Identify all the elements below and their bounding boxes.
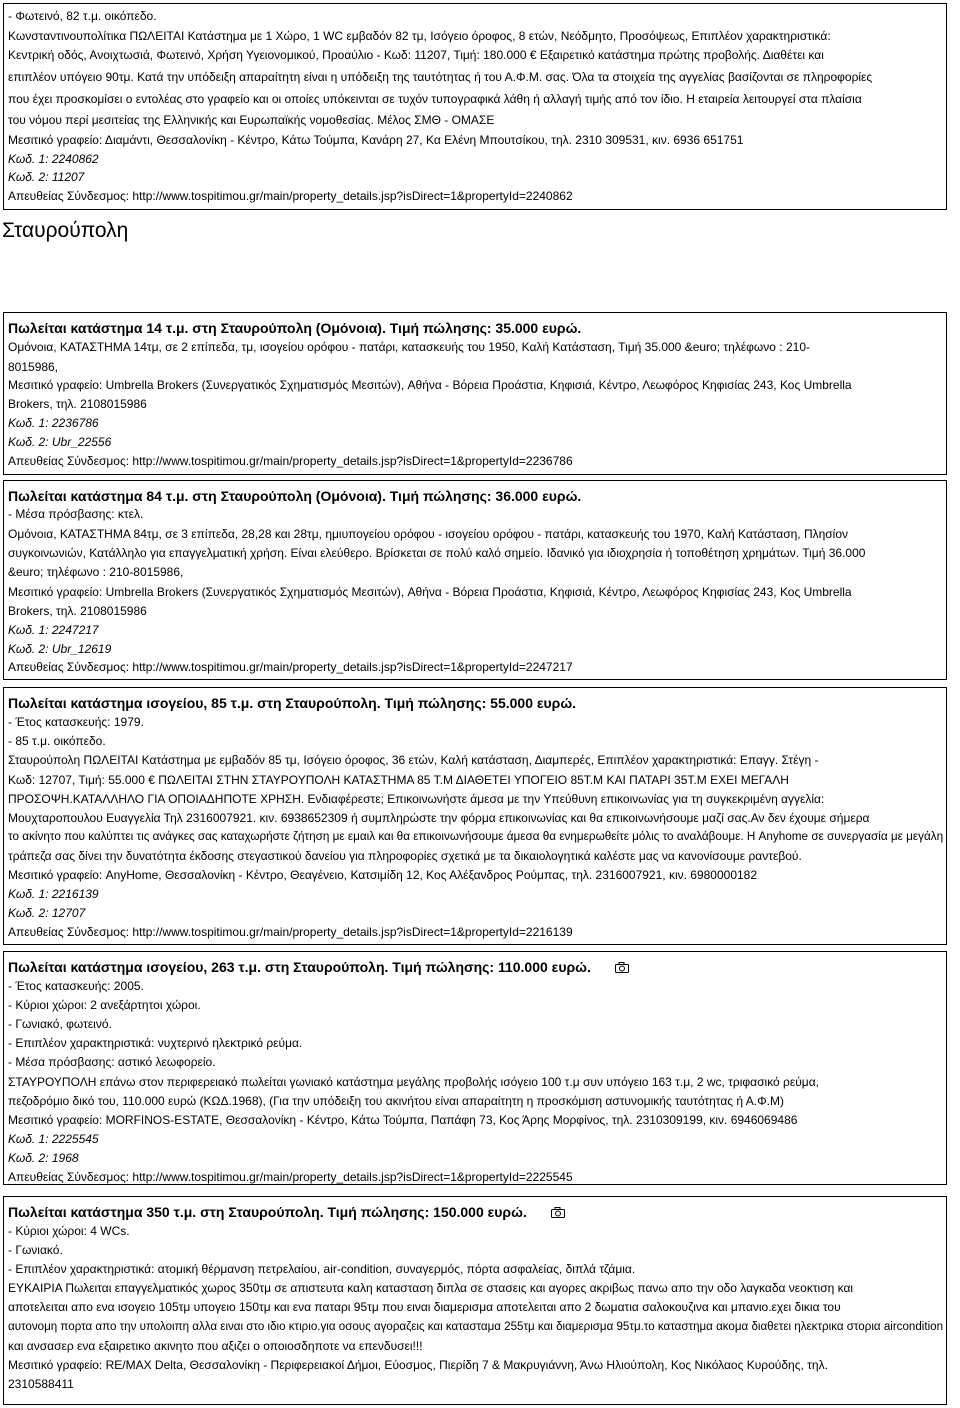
listing-line: του νόμου περί μεσιτείας της Ελληνικής και Ευρωπαϊκής νομοθεσίας. Μέλος ΣΜΘ - ΟΜΑΣΕ xyxy=(8,113,495,127)
listing-line: - Φωτεινό, 82 τ.μ. οικόπεδο. xyxy=(8,9,157,23)
listing-line: Brokers, τηλ. 2108015986 xyxy=(8,397,147,411)
listing-line: Μεσιτικό γραφείο: Umbrella Brokers (Συνεργατικός Σχηματισμός Μεσιτών), Αθήνα - Βόρεια Προάστια, Κηφισιά, Κέντρο, Λεωφόρος Κηφισίας 243, Κος Umbrella xyxy=(8,585,852,599)
listing-line: το ακίνητο που καλύπτει τις ανάγκες σας καταχωρήστε ζήτηση με εμαιλ και θα επικοινωνήσουμε άμεσα θα ενημερωθείτε μόλις το αναλάβουμε. Η Anyhome σε συνεργασία με μεγάλη xyxy=(8,830,944,843)
listing-line: - Έτος κατασκευής: 2005. xyxy=(8,979,144,993)
listing-line: Brokers, τηλ. 2108015986 xyxy=(8,604,147,618)
code-2: Κωδ. 2: 12707 xyxy=(8,906,86,920)
listing-line: Ομόνοια, ΚΑΤΑΣΤΗΜΑ 14τμ, σε 2 επίπεδα, τμ, ισογείου ορόφου - πατάρι, κατασκευής του 1950, Καλή Κατάσταση, Τιμή 35.000 &euro; τηλέφωνο : 210- xyxy=(8,340,810,354)
direct-link[interactable]: Απευθείας Σύνδεσμος: http://www.tospitimou.gr/main/property_details.jsp?isDirect=1&propertyId=2240862 xyxy=(8,189,573,203)
code-2: Κωδ. 2: Ubr_12619 xyxy=(8,642,112,656)
direct-link[interactable]: Απευθείας Σύνδεσμος: http://www.tospitimou.gr/main/property_details.jsp?isDirect=1&propertyId=2225545 xyxy=(8,1170,573,1184)
code-1: Κωδ. 1: 2247217 xyxy=(8,623,99,637)
listing-line: αυτονομη πορτα απο την υπολοιπη αλλα ειναι στο ιδιο κτιριο.για οσους αγοραζεις και κατασταμα 255τμ και διαμερισμα 95τμ.το καταστημα ακομα διαθετει ηλεκτρικα στορια aircondition xyxy=(8,1321,944,1333)
direct-link[interactable]: Απευθείας Σύνδεσμος: http://www.tospitimou.gr/main/property_details.jsp?isDirect=1&propertyId=2216139 xyxy=(8,925,573,939)
listing-line: - Κύριοι χώροι: 2 ανεξάρτητοι χώροι. xyxy=(8,998,201,1012)
code-1: Κωδ. 1: 2240862 xyxy=(8,152,99,166)
listing-line: που έχει προσκομίσει ο εντολέας στο γραφείο και οι οποίες υπόκεινται σε τυχόν τυπογραφικά λάθη ή αλλαγή τιμής από τον ίδιο. Η εταιρεία λειτουργεί στα πλαίσια xyxy=(8,92,862,106)
code-1: Κωδ. 1: 2225545 xyxy=(8,1132,99,1146)
listing-title-row xyxy=(8,1204,565,1220)
direct-link[interactable]: Απευθείας Σύνδεσμος: http://www.tospitimou.gr/main/property_details.jsp?isDirect=1&propertyId=2236786 xyxy=(8,454,573,468)
listing-title: Πωλείται κατάστημα ισογείου, 263 τ.μ. στη Σταυρούπολη. Τιμή πώλησης: 110.000 ευρώ. xyxy=(8,959,591,975)
code-1: Κωδ. 1: 2216139 xyxy=(8,887,99,901)
camera-icon[interactable] xyxy=(615,962,629,973)
listing-line: Ομόνοια, ΚΑΤΑΣΤΗΜΑ 84τμ, σε 3 επίπεδα, 28,28 και 28τμ, ημιυπογείου ορόφου - ισογείου ορόφου - πατάρι, κατασκευής του 1970, Καλή Κατάσταση, Πλησίον xyxy=(8,527,849,541)
code-2: Κωδ. 2: Ubr_22556 xyxy=(8,435,112,449)
listing-line: - 85 τ.μ. οικόπεδο. xyxy=(8,734,106,748)
listing-line: &euro; τηλέφωνο : 210-8015986, xyxy=(8,565,184,579)
listing-line: - Κύριοι χώροι: 4 WCs. xyxy=(8,1224,130,1238)
listing-line: - Γωνιακό. xyxy=(8,1243,63,1257)
listing-line: ΠΡΟΣΟΨΗ.ΚΑΤΑΛΛΗΛΟ ΓΙΑ ΟΠΟΙΑΔΗΠΟΤΕ ΧΡΗΣΗ. Ενδιαφέρεστε; Επικοινωνήστε άμεσα με την Υπεύθυνη επικοινωνίας για τη συγκεκριμένη αγγελία: xyxy=(8,792,825,806)
listing-line: ΣΤΑΥΡΟΥΠΟΛΗ επάνω στον περιφερειακό πωλείται γωνιακό κατάστημα μεγάλης προβολής ισόγειο 100 τ.μ συν υπόγειο 163 τ.μ, 2 wc, τριφασικό ρεύμα, xyxy=(8,1075,819,1089)
listing-line: Κεντρική οδός, Ανοιχτωσιά, Φωτεινό, Χρήση Υγειονομικού, Προαύλιο - Κωδ: 11207, Τιμή: 180.000 € Εξαιρετικό κατάστημα πρώτης προβολής. Διαθέτει και xyxy=(8,48,824,62)
listing-title-row xyxy=(8,959,629,975)
listing-line: - Γωνιακό, φωτεινό. xyxy=(8,1017,112,1031)
listing-line: - Έτος κατασκευής: 1979. xyxy=(8,715,144,729)
section-title: Σταυρούπολη xyxy=(2,219,129,242)
listing-line: Μεσιτικό γραφείο: AnyHome, Θεσσαλονίκη - Κέντρο, Θεαγένειο, Κατσιμίδη 12, Κος Αλέξανδρος Ρούμπας, τηλ. 2316007921, κιν. 6980000182 xyxy=(8,868,758,882)
listing-line: - Επιπλέον χαρακτηριστικά: ατομική θέρμανση πετρελαίου, air-condition, συναγερμός, πόρτα ασφαλείας, διπλά τζάμια. xyxy=(8,1262,636,1276)
listing-line: πεζοδρόμιο δικό του, 110.000 ευρώ (ΚΩΔ.1968), (Για την υπόδειξη του ακινήτου είναι απαραίτητη η προσκόμιση αστυνομικής ταυτότητας ή Α.Φ.Μ) xyxy=(8,1094,784,1108)
listing-line: Μουχταροπουλου Ευαγγελία Τηλ 2316007921. κιν. 6938652309 ή συμπληρώστε την φόρμα επικοινωνίας και θα επικοινωνήσουμε μαζί σας.Αν δεν έχουμε σήμερα xyxy=(8,811,870,825)
listing-line: αποτελειται απο ενα ισογειο 105τμ υπογειο 150τμ και ενα παταρι 95τμ που ειναι διαμερισμα αποτελειται απο 2 δωματια σαλοκουζινα και μπανιο.εχει δικια του xyxy=(8,1300,841,1314)
direct-link[interactable]: Απευθείας Σύνδεσμος: http://www.tospitimou.gr/main/property_details.jsp?isDirect=1&propertyId=2247217 xyxy=(8,660,573,674)
listing-line: 8015986, xyxy=(8,360,59,374)
listing-line: Σταυρούπολη ΠΩΛΕΙΤΑΙ Κατάστημα με εμβαδόν 85 τμ, Ισόγειο όροφος, 36 ετών, Καλή κατάσταση, Διαμπερές, Επιπλέον χαρακτηριστικά: Επαγγ. Στέγη - xyxy=(8,753,819,767)
listing-line: Μεσιτικό γραφείο: RE/MAX Delta, Θεσσαλονίκη - Περιφερειακοί Δήμοι, Εύοσμος, Πιερίδη 7 & Μακρυγιάννη, Άνω Ηλιούπολη, Κος Νικόλαος Κυρούδης, τηλ. xyxy=(8,1358,828,1372)
listing-line: - Μέσα πρόσβασης: κτελ. xyxy=(8,507,144,521)
listing-line: επιπλέον υπόγειο 90τμ. Κατά την υπόδειξη απαραίτητη είναι η υπόδειξη της ταυτότητας ή του Α.Φ.Μ. σας. Όλα τα στοιχεία της αγγελίας βασίζονται σε πληροφορίες xyxy=(8,70,873,84)
listing-box xyxy=(3,480,947,680)
listing-line: Μεσιτικό γραφείο: Umbrella Brokers (Συνεργατικός Σχηματισμός Μεσιτών), Αθήνα - Βόρεια Προάστια, Κηφισιά, Κέντρο, Λεωφόρος Κηφισίας 243, Κος Umbrella xyxy=(8,378,852,392)
listing-line: 2310588411 xyxy=(8,1377,74,1391)
listing-line: ΕΥΚΑΙΡΙΑ Πωλειται επαγγελματικός χωρος 350τμ σε απιστευτα καλη κατασταση διπλα σε στασεις και αγορες ακριβως πανω απο την οδο λαγκαδα νεοκτιση και xyxy=(8,1281,854,1295)
listing-line: Κωνσταντινουπολίτικα ΠΩΛΕΙΤΑΙ Κατάστημα με 1 Χώρο, 1 WC εμβαδόν 82 τμ, Ισόγειο όροφος, 8 ετών, Νεόδμητο, Προσόψεως, Επιπλέον χαρακτηριστικά: xyxy=(8,29,831,43)
listing-title: Πωλείται κατάστημα 350 τ.μ. στη Σταυρούπολη. Τιμή πώλησης: 150.000 ευρώ. xyxy=(8,1204,527,1220)
listing-line: τράπεζα σας δίνει την δυνατότητα έκδοσης στεγαστικού δανείου για πληροφορίες σχετικά με τα δικαιολογητικά καλέστε μας να κανονίσουμε ραντεβού. xyxy=(8,849,802,863)
listing-line: - Επιπλέον χαρακτηριστικά: νυχτερινό ηλεκτρικό ρεύμα. xyxy=(8,1036,303,1050)
listing-title: Πωλείται κατάστημα 14 τ.μ. στη Σταυρούπολη (Ομόνοια). Τιμή πώλησης: 35.000 ευρώ. xyxy=(8,320,582,336)
code-1: Κωδ. 1: 2236786 xyxy=(8,416,99,430)
listing-box xyxy=(3,312,947,475)
code-2: Κωδ. 2: 1968 xyxy=(8,1151,79,1165)
listing-line: και ανσασερ ενα εξαιρετικο ακινητο που αξιζει ο οποιοσδηποτε να επενδυσει!!! xyxy=(8,1339,423,1353)
listing-line: - Μέσα πρόσβασης: αστικό λεωφορείο. xyxy=(8,1055,216,1069)
camera-icon[interactable] xyxy=(551,1207,565,1218)
listing-line: Μεσιτικό γραφείο: MORFINOS-ESTATE, Θεσσαλονίκη - Κέντρο, Κάτω Τούμπα, Παπάφη 73, Κος Άρης Μορφίνος, τηλ. 2310309199, κιν. 6946069486 xyxy=(8,1113,798,1127)
listing-line: συγκοινωνιών, Κατάλληλο για επαγγελματική χρήση. Είναι ελεύθερο. Βρίσκεται σε πολύ καλό σημείο. Ιδανικό για ιδιοχρησία ή τοποθέτηση χρημάτων. Τιμή 36.000 xyxy=(8,546,866,560)
listing-line: Μεσιτικό γραφείο: Διαμάντι, Θεσσαλονίκη - Κέντρο, Κάτω Τούμπα, Κανάρη 27, Κα Ελένη Μπουτσίκου, τηλ. 2310 309531, κιν. 6936 651751 xyxy=(8,133,744,147)
code-2: Κωδ. 2: 11207 xyxy=(8,170,85,184)
listing-title: Πωλείται κατάστημα ισογείου, 85 τ.μ. στη Σταυρούπολη. Τιμή πώλησης: 55.000 ευρώ. xyxy=(8,695,577,711)
listing-title: Πωλείται κατάστημα 84 τ.μ. στη Σταυρούπολη (Ομόνοια). Τιμή πώλησης: 36.000 ευρώ. xyxy=(8,488,582,504)
listing-line: Κωδ: 12707, Τιμή: 55.000 € ΠΩΛΕΙΤΑΙ ΣΤΗΝ ΣΤΑΥΡΟΥΠΟΛΗ ΚΑΤΑΣΤΗΜΑ 85 Τ.Μ ΔΙΑΘΕΤΕΙ ΥΠΟΓΕΙΟ 85Τ.Μ ΚΑΙ ΠΑΤΑΡΙ 35Τ.Μ ΕΧΕΙ ΜΕΓΑΛΗ xyxy=(8,773,789,787)
